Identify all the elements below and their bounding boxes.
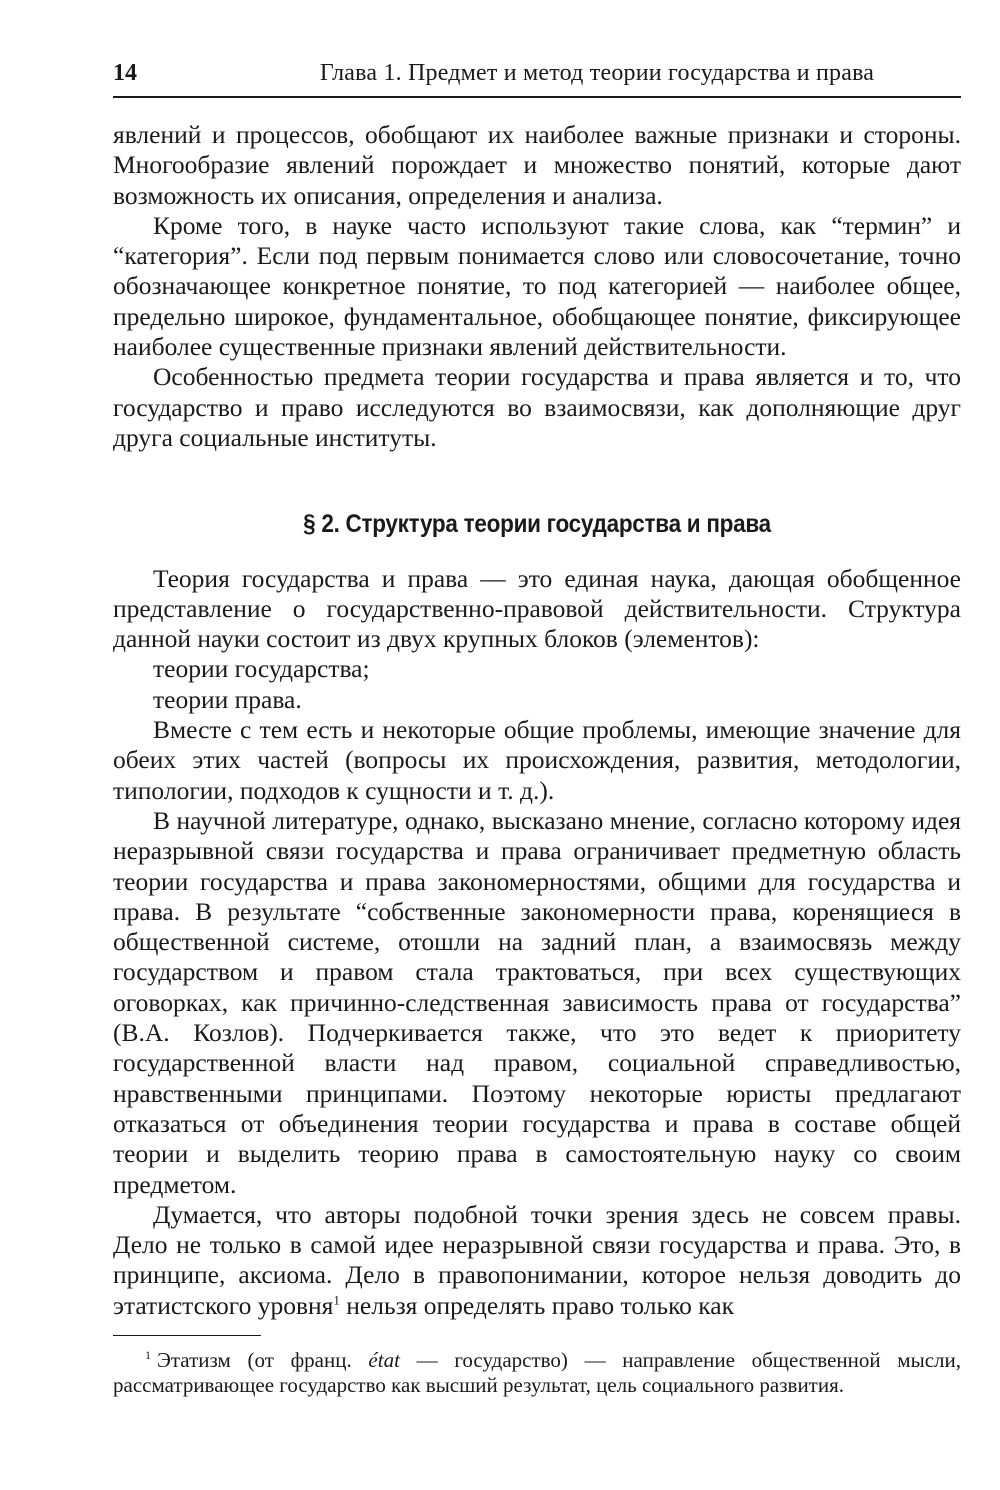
section-heading: § 2. Структура теории государства и права — [303, 510, 771, 539]
paragraph-intro: Теория государства и права — это единая наука, дающая обобщенное представление о государственно-правовой действительности. Структура данной науки состоит из двух крупных блоков (элементов): — [113, 563, 961, 654]
paragraph-conclusion — [113, 1200, 961, 1321]
paragraph-feature: Особенностью предмета теории государства и права является и то, что государство и право исследуются во взаимосвязи, как дополняющие друг друга социальные институты. — [113, 362, 961, 452]
footnote-divider — [113, 1335, 261, 1336]
page-number: 14 — [113, 60, 137, 86]
paragraph-terms: Кроме того, в науке часто используют такие слова, как “термин” и “категория”. Если под первым понимается слово или словосочетание, точно обозначающее конкретное понятие, то под категорией — наиболее общее, предельно широкое, фундаментальное, обобщающее понятие, фиксирующее наиболее существенные признаки явлений действительности. — [113, 210, 961, 362]
footnote-term: état — [368, 1347, 400, 1372]
paragraph-continuation: явлений и процессов, обобщают их наиболее важные признаки и стороны. Многообразие явлений порождает и множество понятий, которые дают возможность их описания, определения и анализа. — [113, 120, 961, 210]
footnote-text-start: Этатизм (от франц. — [157, 1347, 369, 1372]
list-item: теории государства; — [153, 654, 370, 684]
footnote-text-end: — государство) — направление общественной мысли, рассматривающее государство как высший результат, цель социального развития. — [113, 1347, 961, 1397]
footnote-reference: 1 — [333, 1292, 340, 1308]
list-item: теории права. — [153, 684, 302, 714]
chapter-title: Глава 1. Предмет и метод теории государства и права — [319, 60, 875, 86]
paragraph-opinion: В научной литературе, однако, высказано мнение, согласно которому идея неразрывной связи государства и права ограничивает предметную область теории государства и права закономерностями, общими для государства и права. В результате “собственные закономерности права, коренящиеся в общественной системе, отошли на задний план, а взаимосвязь между государством и правом стала трактоваться, при всех существующих оговорках, как причинно-следственная зависимость права от государства” (В.А. Козлов). Подчеркивается также, что это ведет к приоритету государственной власти над правом, социальной справедливостью, нравственными принципами. Поэтому некоторые юристы предлагают отказаться от объединения теории государства и права в составе общей теории и выделить теорию права в самостоятельную науку со своим предметом. — [113, 805, 961, 1199]
paragraph-common-problems: Вместе с тем есть и некоторые общие проблемы, имеющие значение для обеих этих частей (вопросы их происхождения, развития, методологии, типологии, подходов к сущности и т. д.). — [113, 715, 961, 805]
paragraph-conclusion-text: Думается, что авторы подобной точки зрения здесь не совсем правы. Дело не только в самой идее неразрывной связи государства и права. Это, в принципе, аксиома. Дело в правопонимании, которое нельзя доводить до этатистского уровня — [113, 1199, 961, 1320]
running-header — [113, 60, 961, 98]
book-page — [113, 60, 961, 1419]
paragraph-conclusion-tail: нельзя определять право только как — [339, 1290, 735, 1320]
main-text — [113, 120, 961, 1321]
footnote-mark: 1 — [145, 1347, 151, 1362]
footnote — [113, 1348, 961, 1398]
